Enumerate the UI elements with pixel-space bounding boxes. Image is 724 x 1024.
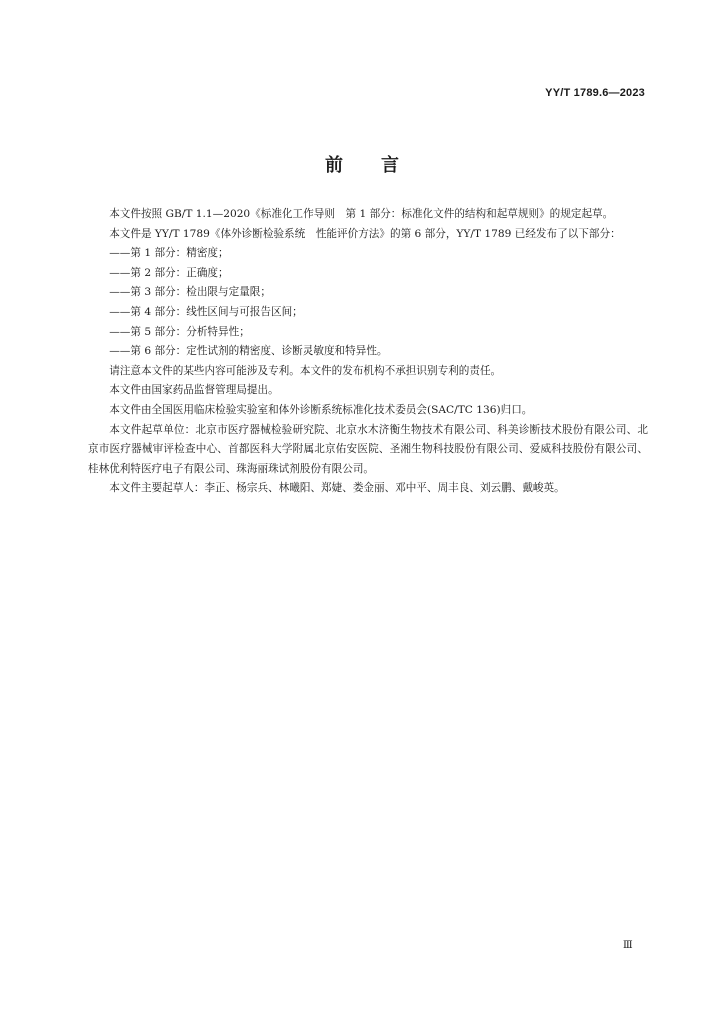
list-item: ——第 6 部分：定性试剂的精密度、诊断灵敏度和特异性。 — [109, 345, 388, 358]
paragraph-technical-committee: 本文件由全国医用临床检验实验室和体外诊断系统标准化技术委员会(SAC/TC 136)归口。 — [109, 403, 533, 416]
list-item: ——第 2 部分：正确度； — [109, 266, 229, 279]
paragraph-patent-notice: 请注意本文件的某些内容可能涉及专利。本文件的发布机构不承担识别专利的责任。 — [109, 364, 502, 377]
paragraph-drafting-units: 本文件起草单位：北京市医疗器械检验研究院、北京水木济衡生物技术有限公司、科美诊断技术股份有限公司、北京市医疗器械审评检查中心、首都医科大学附属北京佑安医院、圣湘生物科技股份有限公司、爱威科技股份有限公司、桂林优利特医疗电子有限公司、珠海丽珠试剂股份有限公司。 — [88, 423, 648, 475]
page-title: 前言 — [325, 155, 437, 176]
list-item: ——第 3 部分：检出限与定量限； — [109, 286, 271, 299]
list-item: ——第 1 部分：精密度； — [109, 247, 229, 260]
paragraph-drafters: 本文件主要起草人：李正、杨宗兵、林曦阳、郑婕、娄金丽、邓中平、周丰良、刘云鹏、戴峻英。 — [109, 482, 565, 495]
foreword-body — [88, 205, 648, 499]
parts-list — [88, 244, 648, 362]
paragraph-series-intro: 本文件是 YY/T 1789《体外诊断检验系统 性能评价方法》的第 6 部分，YY/T 1789 已经发布了以下部分： — [109, 227, 621, 240]
paragraph-drafting-rules: 本文件按照 GB/T 1.1—2020《标准化工作导则 第 1 部分：标准化文件的结构和起草规则》的规定起草。 — [109, 208, 614, 220]
paragraph-proposer: 本文件由国家药品监督管理局提出。 — [109, 384, 279, 397]
document-code: YY/T 1789.6—2023 — [545, 87, 645, 99]
list-item: ——第 4 部分：线性区间与可报告区间； — [109, 305, 303, 318]
page-number: Ⅲ — [623, 940, 633, 951]
list-item: ——第 5 部分：分析特异性； — [109, 325, 250, 338]
